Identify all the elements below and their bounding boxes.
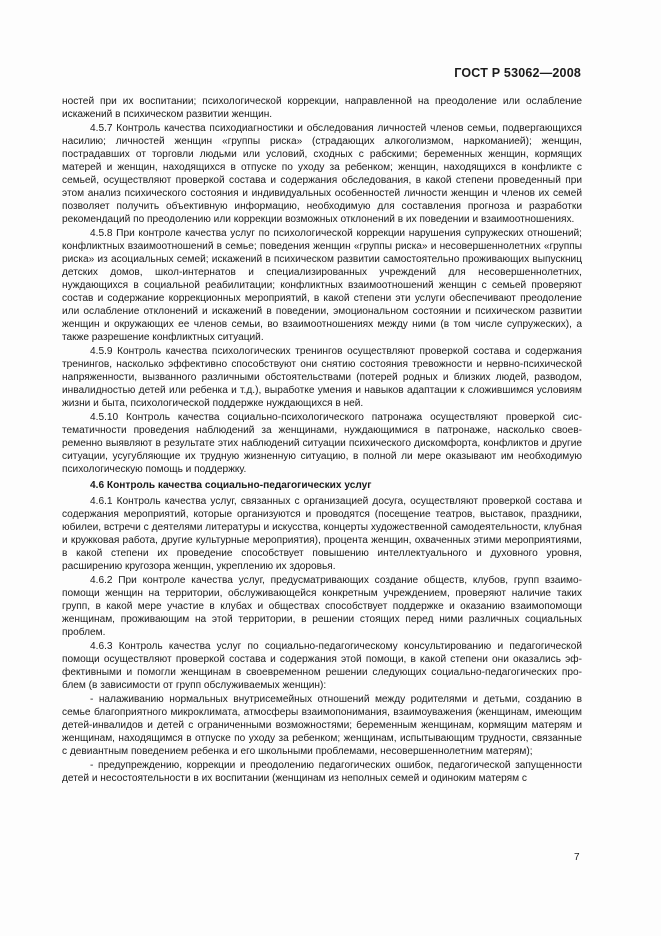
paragraph-4-5-7: 4.5.7 Контроль качества психодиагностики и обследования личностей членов семьи, подвергающихся насилию; личностей женщин «группы риска» (страдающих алкоголизмом, наркоманией); женщин, пострадавших от торговли людьми или условий, сходных с рабскими; беременных женщин, кормящих матерей и женщин, находящихся в отпуске по уходу за ребенком; женщин, находящихся в конфликте с семьей, осуществляют проверкой состава и содержания обследования, в какой степени проведенный при этом анализ психического состояния и индивидуальных особенностей личности женщин и членов их семей позволяет получить объективную информацию, необходимую для составления прогноза и разработки рекомендаций по преодолению или коррекции возможных отклонений в их поведении и взаимоотношениях. — [62, 123, 582, 225]
page-number: 7 — [574, 852, 580, 863]
paragraph-4-5-10: 4.5.10 Контроль качества социально-психологического патронажа осуществляют проверкой систематичности проведения наблюдений за женщинами, нуждающимися в патронаже, насколько своевременно выявляют в результате этих наблюдений ситуации психического дискомфорта, конфликтов и другие ситуации, усугубляющие их трудную жизненную ситуацию, в полной ли мере оказывают им необходимую психологическую помощь и поддержку. — [62, 412, 582, 475]
section-heading-4-6: 4.6 Контроль качества социально-педагогических услуг — [90, 480, 372, 491]
paragraph-4-6-2: 4.6.2 При контроле качества услуг, предусматривающих создание обществ, клубов, групп взаимопомощи женщин на территории, обслуживающейся конкретным учреждением, проверяют наличие таких групп, в какой мере участие в клубах и обществах способствует поддержке и оказанию взаимопомощи женщинам, проживающим на этой территории, в решении стоящих перед ними различных социальных проблем. — [62, 575, 582, 638]
paragraph-4-5-9: 4.5.9 Контроль качества психологических тренингов осуществляют проверкой состава и содержания тренингов, насколько эффективно способствуют они снятию состояния тревожности и нервно-психической напряженности, вызванного различными обстоятельствами (потерей родных и близких людей, разводом, инвалидностью детей или ребенка и т.д.), выработке умения и навыков адаптации к сложившимся условиям жизни и быта, психологической поддержке нуждающихся в ней. — [62, 346, 582, 409]
paragraph-4-5-8: 4.5.8 При контроле качества услуг по психологической коррекции нарушения супружеских отношений; конфликтных взаимоотношений в семье; поведения женщин «группы риска» и несовершеннолетних «группы риска» из асоциальных семей; искажений в психическом развитии самостоятельно проживающих выпускниц детских домов, школ-интернатов и специализированных учреждений для несовершеннолетних, нуждающихся в социальной реабилитации; конфликтных взаимоотношений женщин с семьей проверяют состав и содержание коррекционных мероприятий, в какой степени эти услуги обеспечивают преодоление или ослабление отклонений и искажений в поведении, эмоциональном состоянии и психическом развитии женщин и окружающих ее членов семьи, во взаимоотношениях между ними (в том числе супружеских), а также разрешение конфликтных ситуаций. — [62, 228, 582, 343]
paragraph-continuation: ностей при их воспитании; психологической коррекции, направленной на преодоление или ослабление искажений в психическом развитии женщин. — [62, 96, 582, 120]
standard-header: ГОСТ Р 53062—2008 — [454, 66, 581, 80]
paragraph-4-6-3: 4.6.3 Контроль качества услуг по социально-педагогическому консультированию и педагогической помощи осуществляют проверкой состава и содержания этой помощи, в какой степени они оказались эффективными и помогли женщинам в своевременном решении следующих социально-педагогических проблем (в зависимости от групп обслуживаемых женщин): — [62, 641, 582, 691]
list-item: - налаживанию нормальных внутрисемейных отношений между родителями и детьми, созданию в семье благоприятного микроклимата, атмосферы взаимопонимания, взаимоуважения (женщинам, имеющим детей-инвалидов и детей с ограниченными возможностями; беременным женщинам, кормящим матерям и женщинам, находящимся в отпуске по уходу за ребенком; женщинам, испытывающим трудности, связанные с девиантным поведением ребенка и его школьными проблемами, несовершеннолетним матерям); — [62, 694, 582, 757]
list-item: - предупреждению, коррекции и преодолению педагогических ошибок, педагогической запущенности детей и несостоятельности в их воспитании (женщинам из неполных семей и одиноким матерям с — [62, 760, 582, 784]
paragraph-4-6-1: 4.6.1 Контроль качества услуг, связанных с организацией досуга, осуществляют проверкой состава и содержания мероприятий, которые организуются и проводятся (посещение театров, выставок, праздники, юбилеи, встречи с деятелями литературы и искусства, концерты художественной самодеятельности, клубная и кружковая работа, другие культурные мероприятия), процента женщин, охваченных этими мероприятиями, в какой степени их проведение способствует повышению интеллектуального и духовного уровня, расширению кругозора женщин, укреплению их здоровья. — [62, 496, 582, 572]
document-body — [62, 95, 582, 786]
